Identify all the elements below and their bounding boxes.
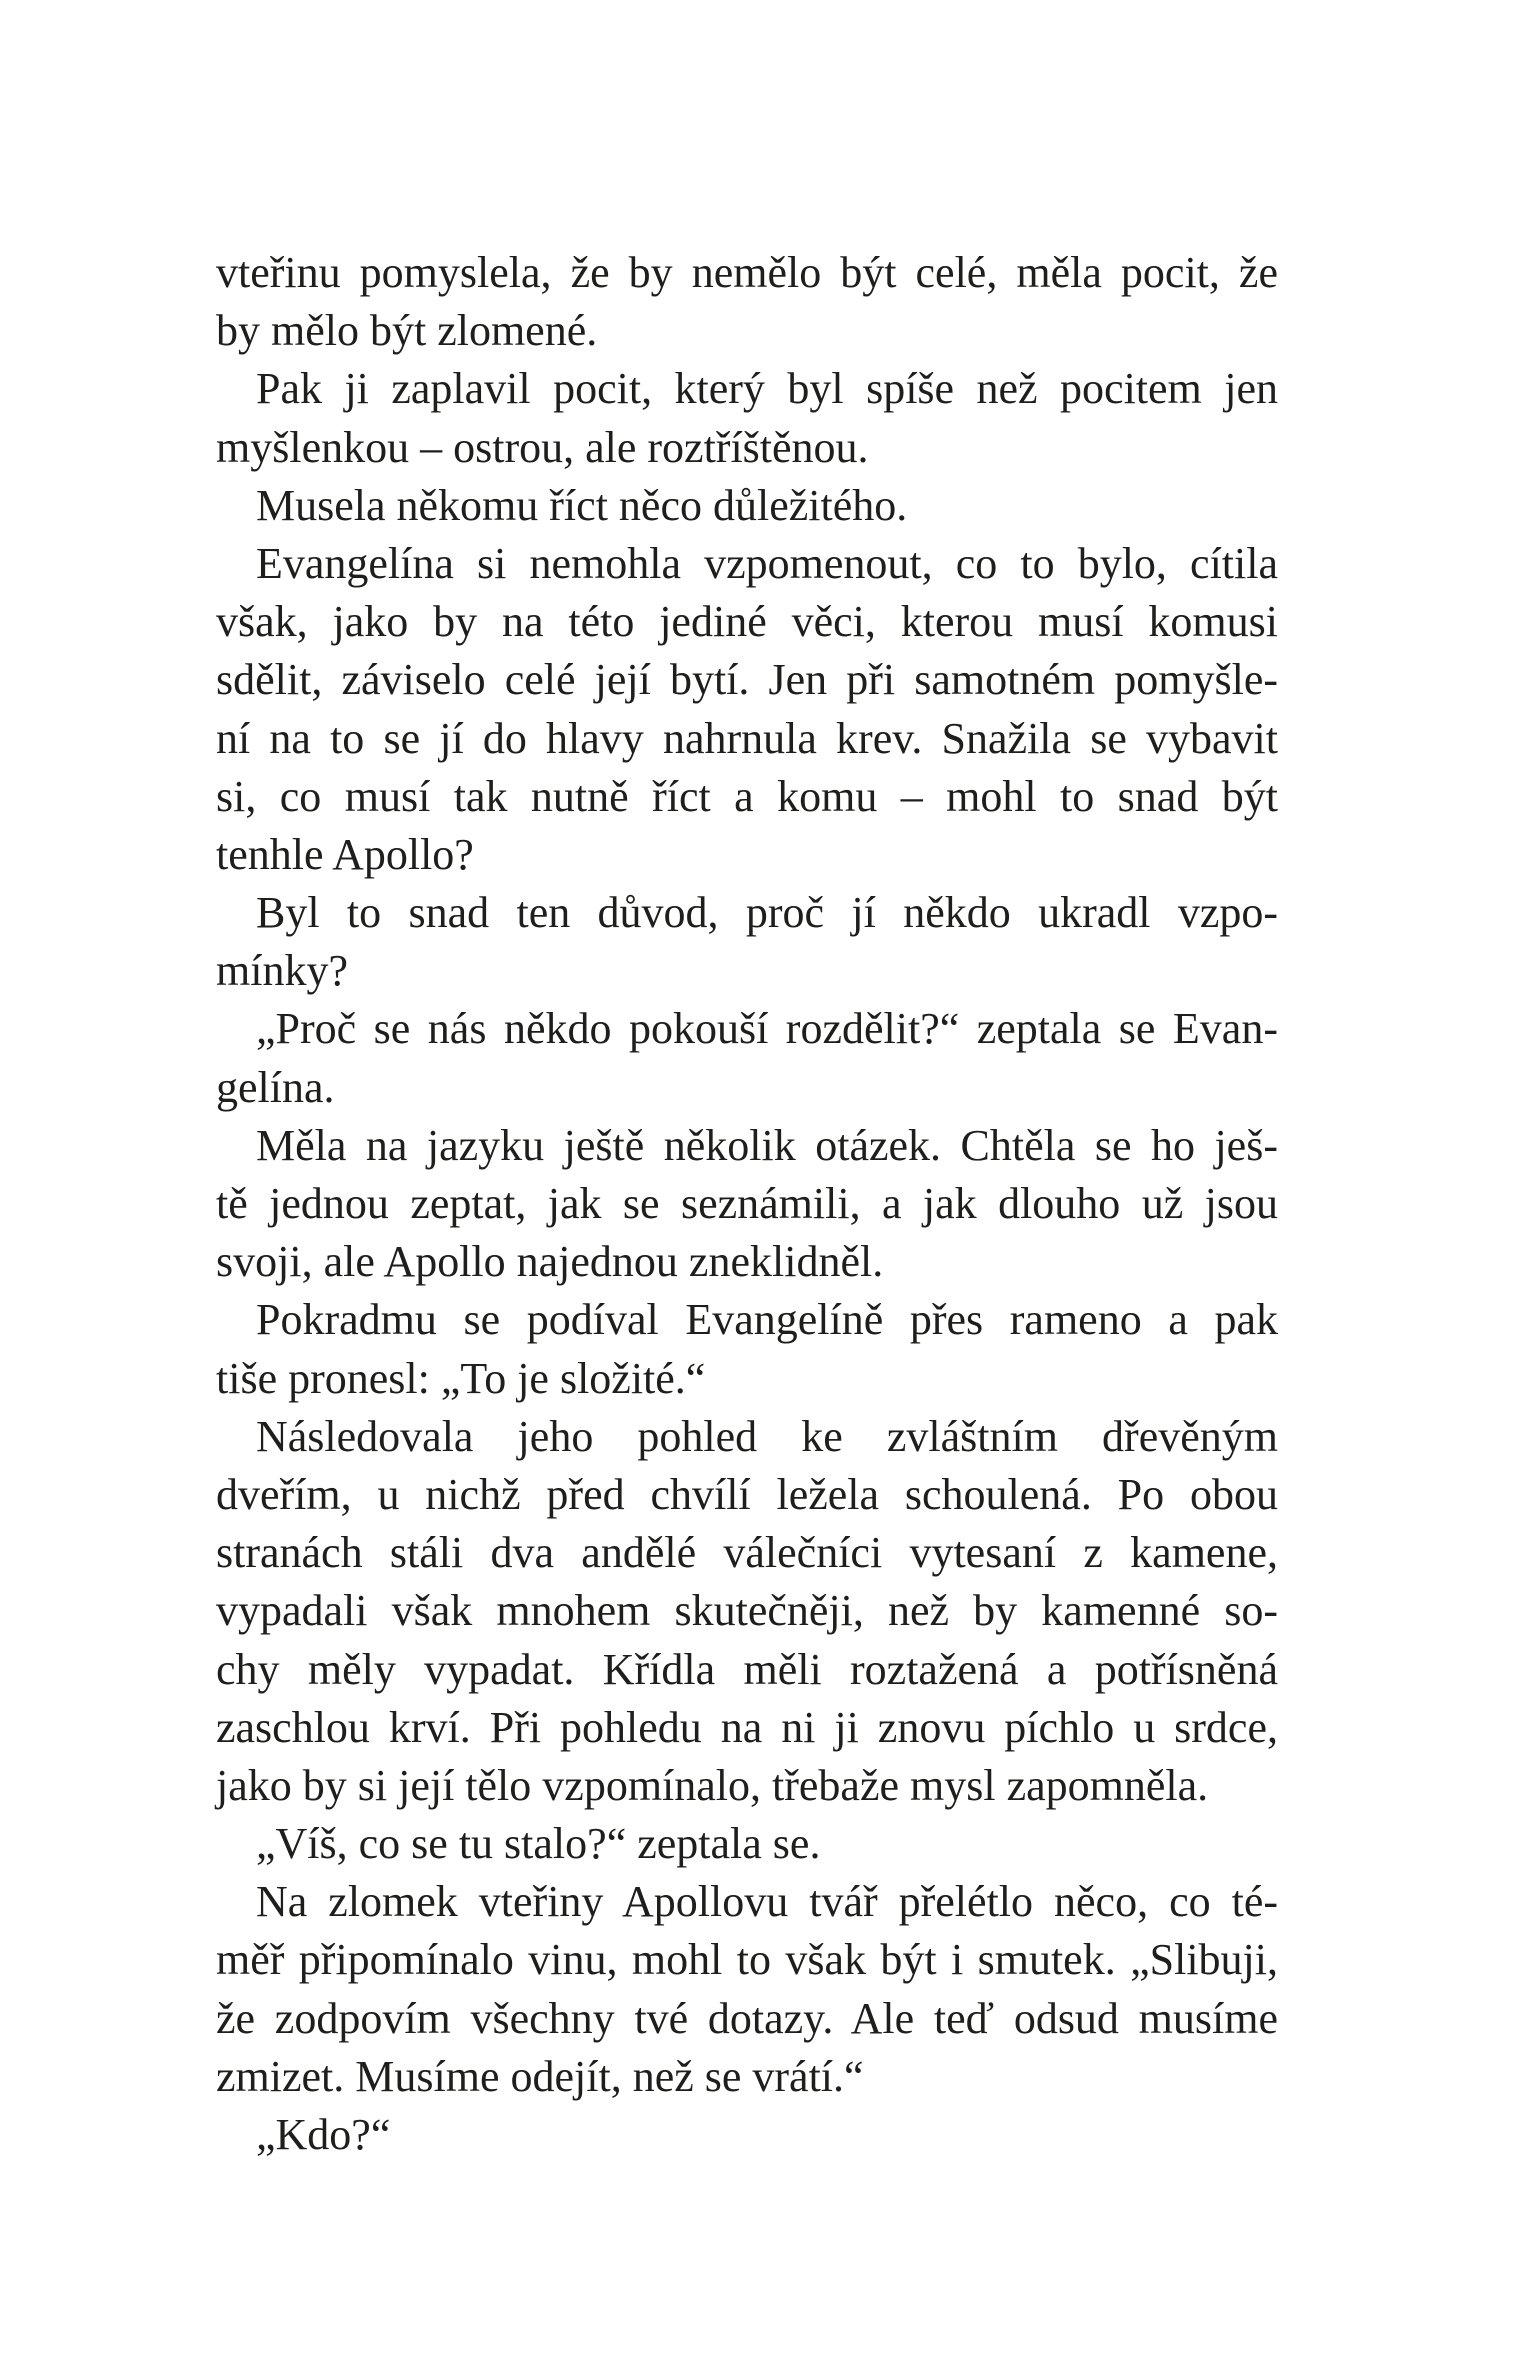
paragraph [216, 884, 1278, 1000]
paragraph [216, 477, 1278, 535]
text-line: myšlenkou – ostrou, ale roztříštěnou. [216, 422, 869, 472]
text-line: že zodpovím všechny tvé dotazy. Ale teď odsud musíme [216, 1993, 1278, 2043]
paragraph [216, 1291, 1278, 1407]
text-line: zmizet. Musíme odejít, než se vrátí.“ [216, 2051, 864, 2101]
text-line: gelína. [216, 1062, 335, 1112]
text-line: mínky? [216, 946, 348, 996]
paragraph [216, 535, 1278, 884]
text-line: vteřinu pomyslela, že by nemělo být celé, měla pocit, že [216, 248, 1278, 297]
text-line: Na zlomek vteřiny Apollovu tvář přelétlo něco, co té- [256, 1877, 1278, 1927]
text-line: tiše pronesl: „To je složité.“ [216, 1353, 706, 1403]
text-line: vypadali však mnohem skutečněji, než by kamenné so- [216, 1586, 1278, 1636]
text-line: Pak ji zaplavil pocit, který byl spíše než pocitem jen [256, 364, 1278, 414]
text-line: stranách stáli dva andělé válečníci vytesaní z kamene, [216, 1528, 1278, 1578]
paragraph [216, 1117, 1278, 1292]
text-line: jako by si její tělo vzpomínalo, třebaže mysl zapomněla. [216, 1760, 1209, 1810]
paragraph [216, 360, 1278, 476]
text-line: Měla na jazyku ještě několik otázek. Chtěla se ho ješ- [256, 1120, 1278, 1170]
text-line: tě jednou zeptat, jak se seznámili, a jak dlouho už jsou [216, 1179, 1278, 1228]
paragraph [216, 244, 1278, 360]
text-line: Musela někomu říct něco důležitého. [256, 480, 908, 530]
paragraph [216, 1408, 1278, 1815]
text-line: chy měly vypadat. Křídla měli roztažená a potřísněná [216, 1644, 1278, 1694]
text-line: sdělit, záviselo celé její bytí. Jen při samotném pomyšle- [216, 655, 1278, 705]
text-line: ní na to se jí do hlavy nahrnula krev. Snažila se vybavit [216, 713, 1278, 763]
text-line: si, co musí tak nutně říct a komu – mohl to snad být [216, 771, 1278, 821]
text-line: však, jako by na této jediné věci, kterou musí komusi [216, 597, 1278, 647]
text-line: by mělo být zlomené. [216, 306, 598, 356]
paragraph [216, 1873, 1278, 2106]
text-line: svoji, ale Apollo najednou zneklidněl. [216, 1237, 884, 1287]
paragraph [216, 2106, 1278, 2164]
text-line: zaschlou krví. Při pohledu na ni ji znovu píchlo u srdce, [216, 1702, 1278, 1752]
text-line: Pokradmu se podíval Evangelíně přes rameno a pak [256, 1295, 1278, 1345]
text-line: „Víš, co se tu stalo?“ zeptala se. [256, 1819, 821, 1869]
page-text [216, 244, 1278, 2164]
text-line: tenhle Apollo? [216, 829, 474, 879]
text-line: měř připomínalo vinu, mohl to však být i smutek. „Slibuji, [216, 1935, 1278, 1985]
text-line: Evangelína si nemohla vzpomenout, co to bylo, cítila [256, 538, 1278, 588]
text-line: dveřím, u nichž před chvílí ležela schoulená. Po obou [216, 1469, 1278, 1519]
text-line: Následovala jeho pohled ke zvláštním dřevěným [256, 1411, 1278, 1461]
paragraph [216, 1815, 1278, 1873]
paragraph [216, 1000, 1278, 1116]
text-line: „Kdo?“ [256, 2110, 391, 2159]
text-line: „Proč se nás někdo pokouší rozdělit?“ zeptala se Evan- [256, 1004, 1278, 1054]
text-line: Byl to snad ten důvod, proč jí někdo ukradl vzpo- [256, 888, 1278, 938]
